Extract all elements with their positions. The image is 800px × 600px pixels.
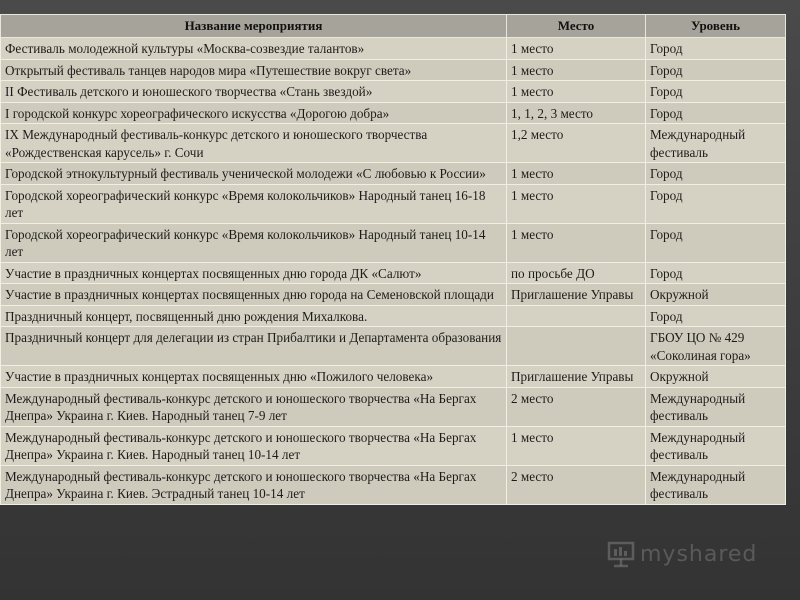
table-row bbox=[1, 262, 786, 284]
cell-place bbox=[507, 305, 646, 327]
header-level: Уровень bbox=[646, 15, 786, 38]
cell-place: 1 место bbox=[507, 426, 646, 465]
cell-event-name: Городской хореографический конкурс «Время колокольчиков» Народный танец 10-14 лет bbox=[1, 223, 507, 262]
events-table bbox=[0, 14, 786, 505]
cell-place: по просьбе ДО bbox=[507, 262, 646, 284]
cell-event-name: Международный фестиваль-конкурс детского и юношеского творчества «На Бергах Днепра» Украина г. Киев. Народный танец 10-14 лет bbox=[1, 426, 507, 465]
table-row bbox=[1, 124, 786, 163]
cell-level: Город bbox=[646, 38, 786, 60]
cell-event-name: Городской этнокультурный фестиваль ученической молодежи «С любовью к России» bbox=[1, 163, 507, 185]
cell-place: 2 место bbox=[507, 465, 646, 504]
cell-level: Окружной bbox=[646, 284, 786, 306]
table-row bbox=[1, 163, 786, 185]
cell-event-name: II Фестиваль детского и юношеского творчества «Стань звездой» bbox=[1, 81, 507, 103]
cell-level: Город bbox=[646, 305, 786, 327]
cell-level: Город bbox=[646, 262, 786, 284]
table-header-row bbox=[1, 15, 786, 38]
cell-event-name: Фестиваль молодежной культуры «Москва-созвездие талантов» bbox=[1, 38, 507, 60]
table-row bbox=[1, 81, 786, 103]
cell-level: Город bbox=[646, 59, 786, 81]
table-row bbox=[1, 284, 786, 306]
cell-place: Приглашение Управы bbox=[507, 284, 646, 306]
cell-place: 1 место bbox=[507, 184, 646, 223]
table-row bbox=[1, 426, 786, 465]
cell-level: Город bbox=[646, 81, 786, 103]
table-row bbox=[1, 59, 786, 81]
cell-event-name: Участие в праздничных концертах посвященных дню города ДК «Салют» bbox=[1, 262, 507, 284]
cell-place: 1 место bbox=[507, 163, 646, 185]
cell-level: Город bbox=[646, 223, 786, 262]
table-row bbox=[1, 184, 786, 223]
cell-event-name: IX Международный фестиваль-конкурс детского и юношеского творчества «Рождественская карусель» г. Сочи bbox=[1, 124, 507, 163]
cell-event-name: Участие в праздничных концертах посвященных дню города на Семеновской площади bbox=[1, 284, 507, 306]
cell-event-name: Международный фестиваль-конкурс детского и юношеского творчества «На Бергах Днепра» Украина г. Киев. Народный танец 7-9 лет bbox=[1, 387, 507, 426]
header-place: Место bbox=[507, 15, 646, 38]
cell-level: Город bbox=[646, 102, 786, 124]
cell-place: 1 место bbox=[507, 223, 646, 262]
cell-event-name: I городской конкурс хореографического искусства «Дорогою добра» bbox=[1, 102, 507, 124]
cell-event-name: Праздничный концерт, посвященный дню рождения Михалкова. bbox=[1, 305, 507, 327]
cell-place: 1 место bbox=[507, 81, 646, 103]
cell-event-name: Открытый фестиваль танцев народов мира «Путешествие вокруг света» bbox=[1, 59, 507, 81]
table-row bbox=[1, 387, 786, 426]
cell-event-name: Участие в праздничных концертах посвященных дню «Пожилого человека» bbox=[1, 366, 507, 388]
cell-level: Международный фестиваль bbox=[646, 124, 786, 163]
cell-event-name: Городской хореографический конкурс «Время колокольчиков» Народный танец 16-18 лет bbox=[1, 184, 507, 223]
cell-level: ГБОУ ЦО № 429 «Соколиная гора» bbox=[646, 327, 786, 366]
cell-level: Международный фестиваль bbox=[646, 465, 786, 504]
cell-place: 1 место bbox=[507, 38, 646, 60]
cell-place: 1 место bbox=[507, 59, 646, 81]
watermark-text: myshared bbox=[640, 541, 758, 567]
cell-event-name: Международный фестиваль-конкурс детского и юношеского творчества «На Бергах Днепра» Украина г. Киев. Эстрадный танец 10-14 лет bbox=[1, 465, 507, 504]
cell-level: Окружной bbox=[646, 366, 786, 388]
cell-level: Международный фестиваль bbox=[646, 387, 786, 426]
table-row bbox=[1, 102, 786, 124]
table-row bbox=[1, 38, 786, 60]
table-row bbox=[1, 327, 786, 366]
cell-event-name: Праздничный концерт для делегации из стран Прибалтики и Департамента образования bbox=[1, 327, 507, 366]
table-row bbox=[1, 366, 786, 388]
cell-place bbox=[507, 327, 646, 366]
table-row bbox=[1, 465, 786, 504]
cell-level: Город bbox=[646, 163, 786, 185]
watermark bbox=[606, 536, 796, 572]
cell-place: 2 место bbox=[507, 387, 646, 426]
cell-level: Город bbox=[646, 184, 786, 223]
cell-level: Международный фестиваль bbox=[646, 426, 786, 465]
cell-place: Приглашение Управы bbox=[507, 366, 646, 388]
cell-place: 1, 1, 2, 3 место bbox=[507, 102, 646, 124]
table-body bbox=[1, 38, 786, 505]
presentation-board-icon bbox=[606, 539, 636, 569]
table-row bbox=[1, 305, 786, 327]
header-event-name: Название мероприятия bbox=[1, 15, 507, 38]
cell-place: 1,2 место bbox=[507, 124, 646, 163]
table-row bbox=[1, 223, 786, 262]
